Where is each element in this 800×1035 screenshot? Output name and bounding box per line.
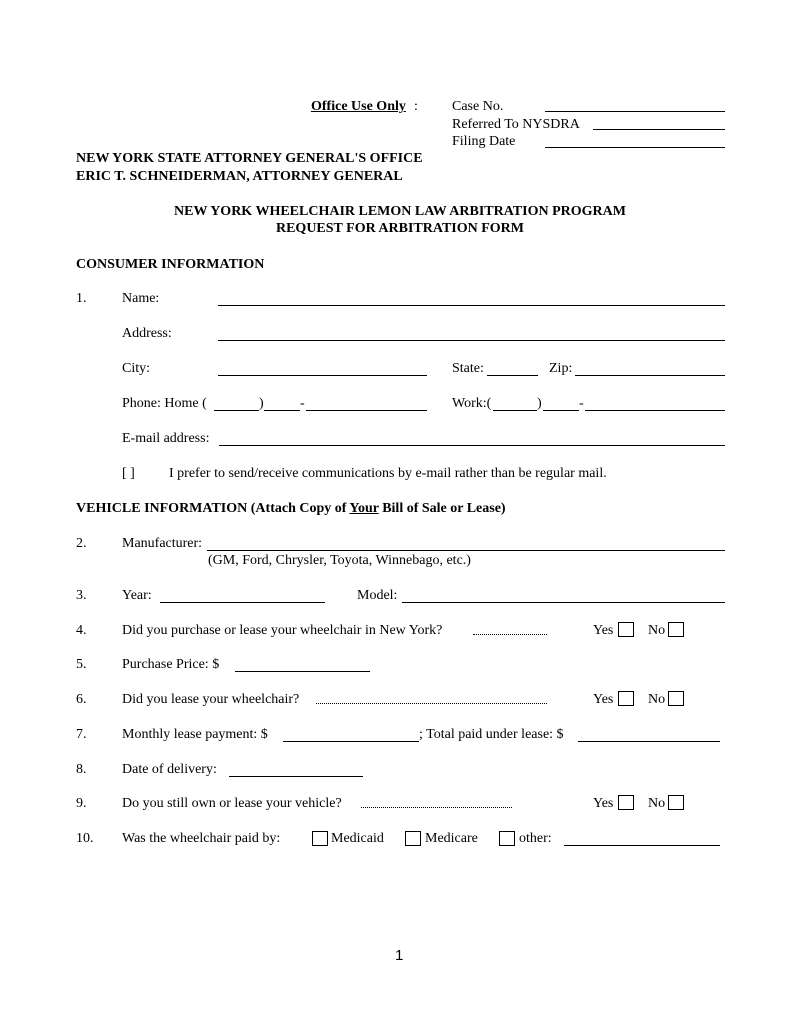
q10-number: 10. [76, 831, 94, 846]
model-label: Model: [357, 588, 398, 603]
city-field[interactable] [218, 375, 427, 376]
address-field[interactable] [218, 340, 725, 341]
city-label: City: [122, 361, 151, 376]
q9-leader-dots [361, 807, 512, 808]
state-field[interactable] [487, 375, 538, 376]
consumer-heading: CONSUMER INFORMATION [76, 257, 265, 272]
q9-yes-label: Yes [593, 796, 614, 811]
phone-home-close: ) [259, 396, 264, 411]
other-checkbox[interactable] [499, 831, 515, 846]
filing-date-field[interactable] [545, 147, 725, 148]
manufacturer-label: Manufacturer: [122, 536, 203, 551]
referred-to-label: Referred To NYSDRA [452, 117, 580, 132]
address-label: Address: [122, 326, 172, 341]
phone-home-prefix-field[interactable] [264, 410, 300, 411]
phone-home-line-field[interactable] [306, 410, 427, 411]
year-field[interactable] [160, 602, 325, 603]
attorney-general-name: ERIC T. SCHNEIDERMAN, ATTORNEY GENERAL [76, 169, 403, 184]
vehicle-heading: VEHICLE INFORMATION (Attach Copy of Your Bill of Sale or Lease) [76, 501, 506, 516]
q6-no-checkbox[interactable] [668, 691, 684, 706]
q4-no-checkbox[interactable] [668, 622, 684, 637]
monthly-lease-field[interactable] [283, 741, 419, 742]
email-field[interactable] [219, 445, 725, 446]
q9-question: Do you still own or lease your vehicle? [122, 796, 342, 811]
total-lease-field[interactable] [578, 741, 720, 742]
q6-leader-dots [316, 703, 547, 704]
zip-field[interactable] [575, 375, 725, 376]
email-label: E-mail address: [122, 431, 210, 446]
other-field[interactable] [564, 845, 720, 846]
q1-number: 1. [76, 291, 87, 306]
q4-yes-label: Yes [593, 623, 614, 638]
office-use-colon: : [414, 99, 418, 114]
q6-yes-label: Yes [593, 692, 614, 707]
q9-no-label: No [648, 796, 666, 811]
year-label: Year: [122, 588, 152, 603]
medicare-label: Medicare [425, 831, 478, 846]
state-label: State: [452, 361, 484, 376]
referred-to-field[interactable] [593, 129, 725, 130]
case-no-field[interactable] [545, 111, 725, 112]
office-use-label: Office Use Only [311, 99, 406, 114]
phone-work-line-field[interactable] [585, 410, 725, 411]
purchase-price-field[interactable] [235, 671, 370, 672]
q4-number: 4. [76, 623, 87, 638]
q2-number: 2. [76, 536, 87, 551]
phone-work-close: ) [537, 396, 542, 411]
q4-no-label: No [648, 623, 666, 638]
q9-yes-checkbox[interactable] [618, 795, 634, 810]
q9-number: 9. [76, 796, 87, 811]
q5-number: 5. [76, 657, 87, 672]
model-field[interactable] [402, 602, 725, 603]
q8-number: 8. [76, 762, 87, 777]
medicaid-label: Medicaid [331, 831, 384, 846]
email-pref-text: I prefer to send/receive communications by e-mail rather than be regular mail. [169, 466, 607, 481]
q4-question: Did you purchase or lease your wheelchair in New York? [122, 623, 443, 638]
medicare-checkbox[interactable] [405, 831, 421, 846]
purchase-price-label: Purchase Price: $ [122, 657, 220, 672]
phone-work-dash: - [579, 396, 584, 411]
q7-number: 7. [76, 727, 87, 742]
name-field[interactable] [218, 305, 725, 306]
medicaid-checkbox[interactable] [312, 831, 328, 846]
name-label: Name: [122, 291, 160, 306]
phone-home-area-code-field[interactable] [214, 410, 259, 411]
manufacturer-field[interactable] [207, 550, 725, 551]
phone-work-label: Work:( [452, 396, 492, 411]
phone-home-label: Phone: Home ( [122, 396, 207, 411]
zip-label: Zip: [549, 361, 573, 376]
email-pref-checkbox[interactable]: [ ] [122, 466, 135, 481]
q3-number: 3. [76, 588, 87, 603]
office-name: NEW YORK STATE ATTORNEY GENERAL'S OFFICE [76, 151, 423, 166]
q4-yes-checkbox[interactable] [618, 622, 634, 637]
other-label: other: [519, 831, 552, 846]
phone-work-area-code-field[interactable] [493, 410, 537, 411]
q6-no-label: No [648, 692, 666, 707]
program-title: NEW YORK WHEELCHAIR LEMON LAW ARBITRATION PROGRAM [174, 204, 626, 219]
q4-leader-dots [473, 634, 547, 635]
filing-date-label: Filing Date [452, 134, 516, 149]
q6-number: 6. [76, 692, 87, 707]
q6-question: Did you lease your wheelchair? [122, 692, 300, 707]
delivery-date-field[interactable] [229, 776, 363, 777]
phone-work-prefix-field[interactable] [543, 410, 579, 411]
form-title: REQUEST FOR ARBITRATION FORM [275, 221, 524, 236]
q10-question: Was the wheelchair paid by: [122, 831, 281, 846]
monthly-lease-label: Monthly lease payment: $ [122, 727, 268, 742]
q9-no-checkbox[interactable] [668, 795, 684, 810]
case-no-label: Case No. [452, 99, 504, 114]
delivery-date-label: Date of delivery: [122, 762, 217, 777]
total-lease-label: ; Total paid under lease: $ [419, 727, 564, 742]
phone-home-dash: - [300, 396, 305, 411]
manufacturer-hint: (GM, Ford, Chrysler, Toyota, Winnebago, etc.) [208, 553, 471, 568]
q6-yes-checkbox[interactable] [618, 691, 634, 706]
page-number: 1 [395, 947, 404, 964]
